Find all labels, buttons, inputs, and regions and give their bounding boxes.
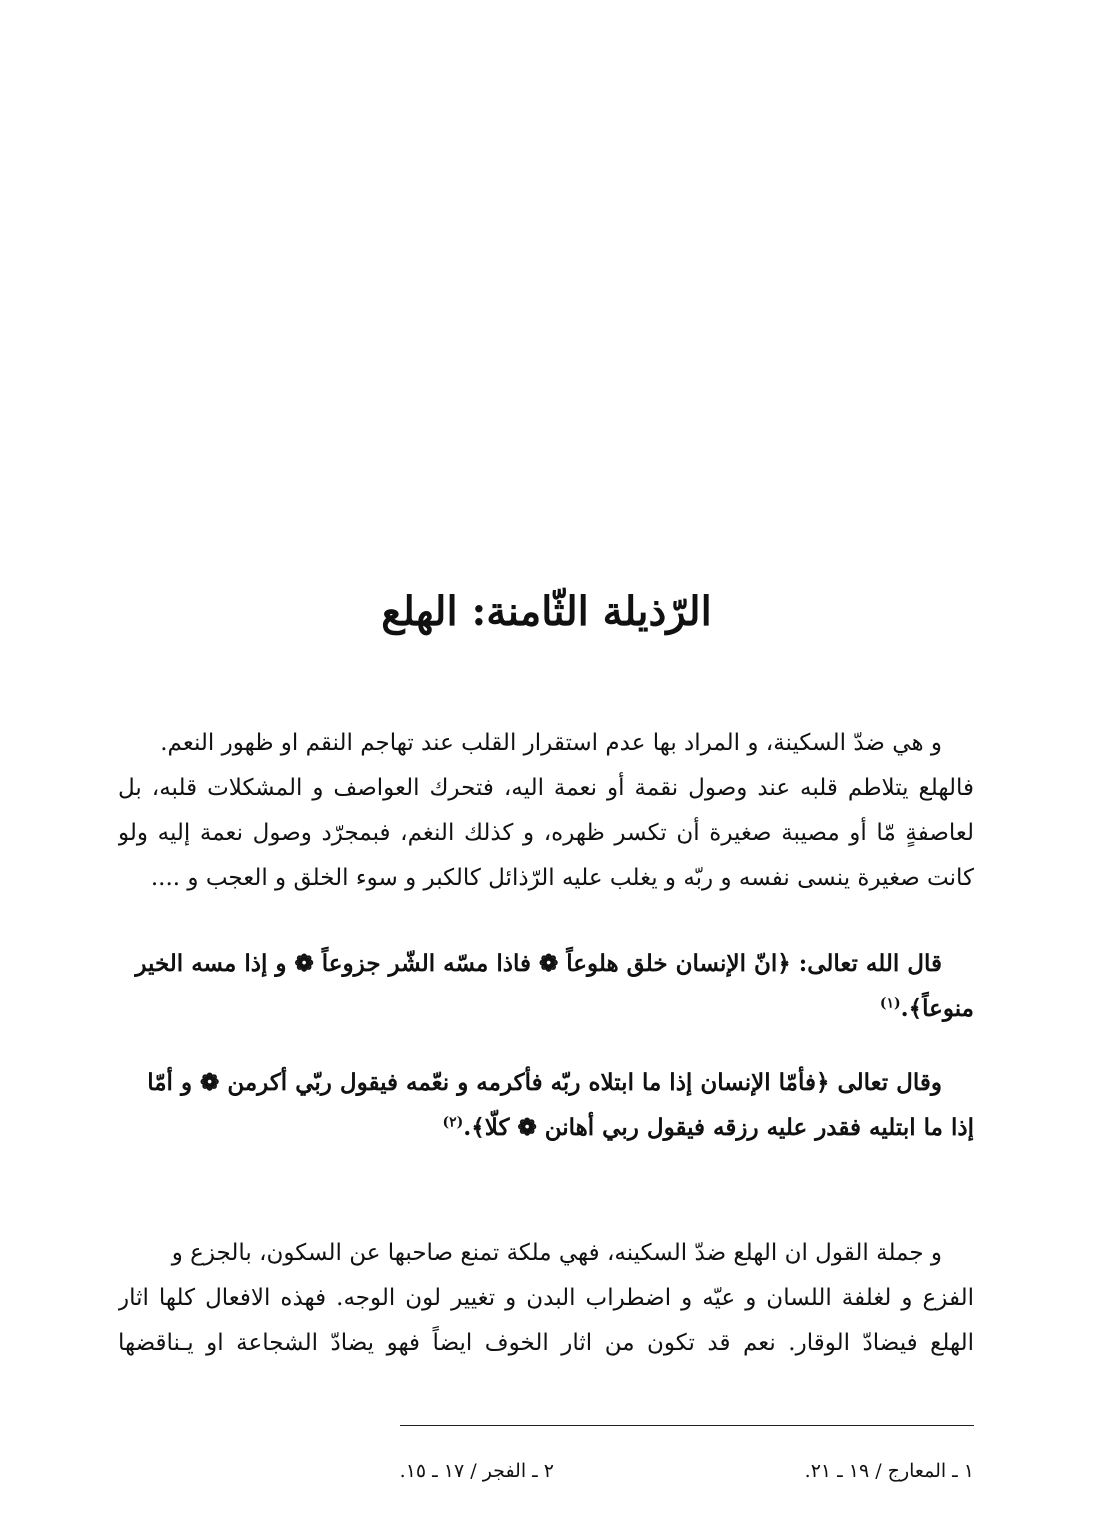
quote-2-line-2-text: إذا ما ابتليه فقدر عليه رزقه فيقول ربي أهانن ❁ كلّا﴾. bbox=[463, 1114, 974, 1141]
quote-1-line-1: قال الله تعالى: ﴿انّ الإنسان خلق هلوعاً ❁ فاذا مسّه الشّر جزوعاً ❁ و إذا مسه الخير bbox=[135, 950, 942, 977]
quote-2-line-2 bbox=[118, 1105, 974, 1150]
quran-quote-1 bbox=[118, 941, 974, 1031]
paragraph-1-line-3: لعاصفةٍ مّا أو مصيبة صغيرة أن تكسر ظهره، و كذلك النغم، فبمجرّد وصول نعمة إليه ولو bbox=[118, 820, 974, 846]
paragraph-1-line-2: فالهلع يتلاطم قلبه عند وصول نقمة أو نعمة اليه، فتحرك العواصف و المشكلات قلبه، بل bbox=[118, 775, 974, 801]
quote-1-line-2 bbox=[118, 986, 974, 1031]
quran-quote-2 bbox=[118, 1060, 974, 1150]
footnote-mark-2: (٢) bbox=[442, 1114, 464, 1131]
paragraph-2-line-3: الهلع فيضادّ الوقار. نعم قد تكون من اثار الخوف ايضاً فهو يضادّ الشجاعة او يـناقضها bbox=[118, 1330, 974, 1356]
paragraph-2-line-2: الفزع و لغلفة اللسان و عيّه و اضطراب البدن و تغيير لون الوجه. فهذه الافعال كلها اثار bbox=[118, 1285, 974, 1311]
paragraph-2-line-1: و جملة القول ان الهلع ضدّ السكينه، فهي ملكة تمنع صاحبها عن السكون، بالجزع و bbox=[171, 1240, 942, 1266]
quote-1-line-2-text: منوعاً﴾. bbox=[900, 995, 974, 1022]
chapter-title: الرّذيلة الثّامنة: الهلع bbox=[381, 588, 712, 635]
footnote-2: ٢ ـ الفجر / ١٧ ـ ١٥. bbox=[399, 1460, 554, 1482]
footnote-mark-1: (١) bbox=[879, 995, 901, 1012]
footnote-1: ١ ـ المعارج / ١٩ ـ ٢١. bbox=[804, 1460, 974, 1482]
footnote-divider bbox=[400, 1425, 974, 1426]
quote-2-line-1: وقال تعالى ﴿فأمّا الإنسان إذا ما ابتلاه ربّه فأكرمه و نعّمه فيقول ربّي أكرمن ❁ و أمّا bbox=[147, 1069, 942, 1096]
paragraph-1 bbox=[118, 721, 974, 901]
paragraph-1-line-1: و هي ضدّ السكينة، و المراد بها عدم استقرار القلب عند تهاجم النقم او ظهور النعم. bbox=[160, 730, 942, 756]
paragraph-1-line-4: كانت صغيرة ينسى نفسه و ربّه و يغلب عليه الرّذائل كالكبر و سوء الخلق و العجب و .... bbox=[150, 865, 974, 891]
paragraph-2 bbox=[118, 1231, 974, 1366]
